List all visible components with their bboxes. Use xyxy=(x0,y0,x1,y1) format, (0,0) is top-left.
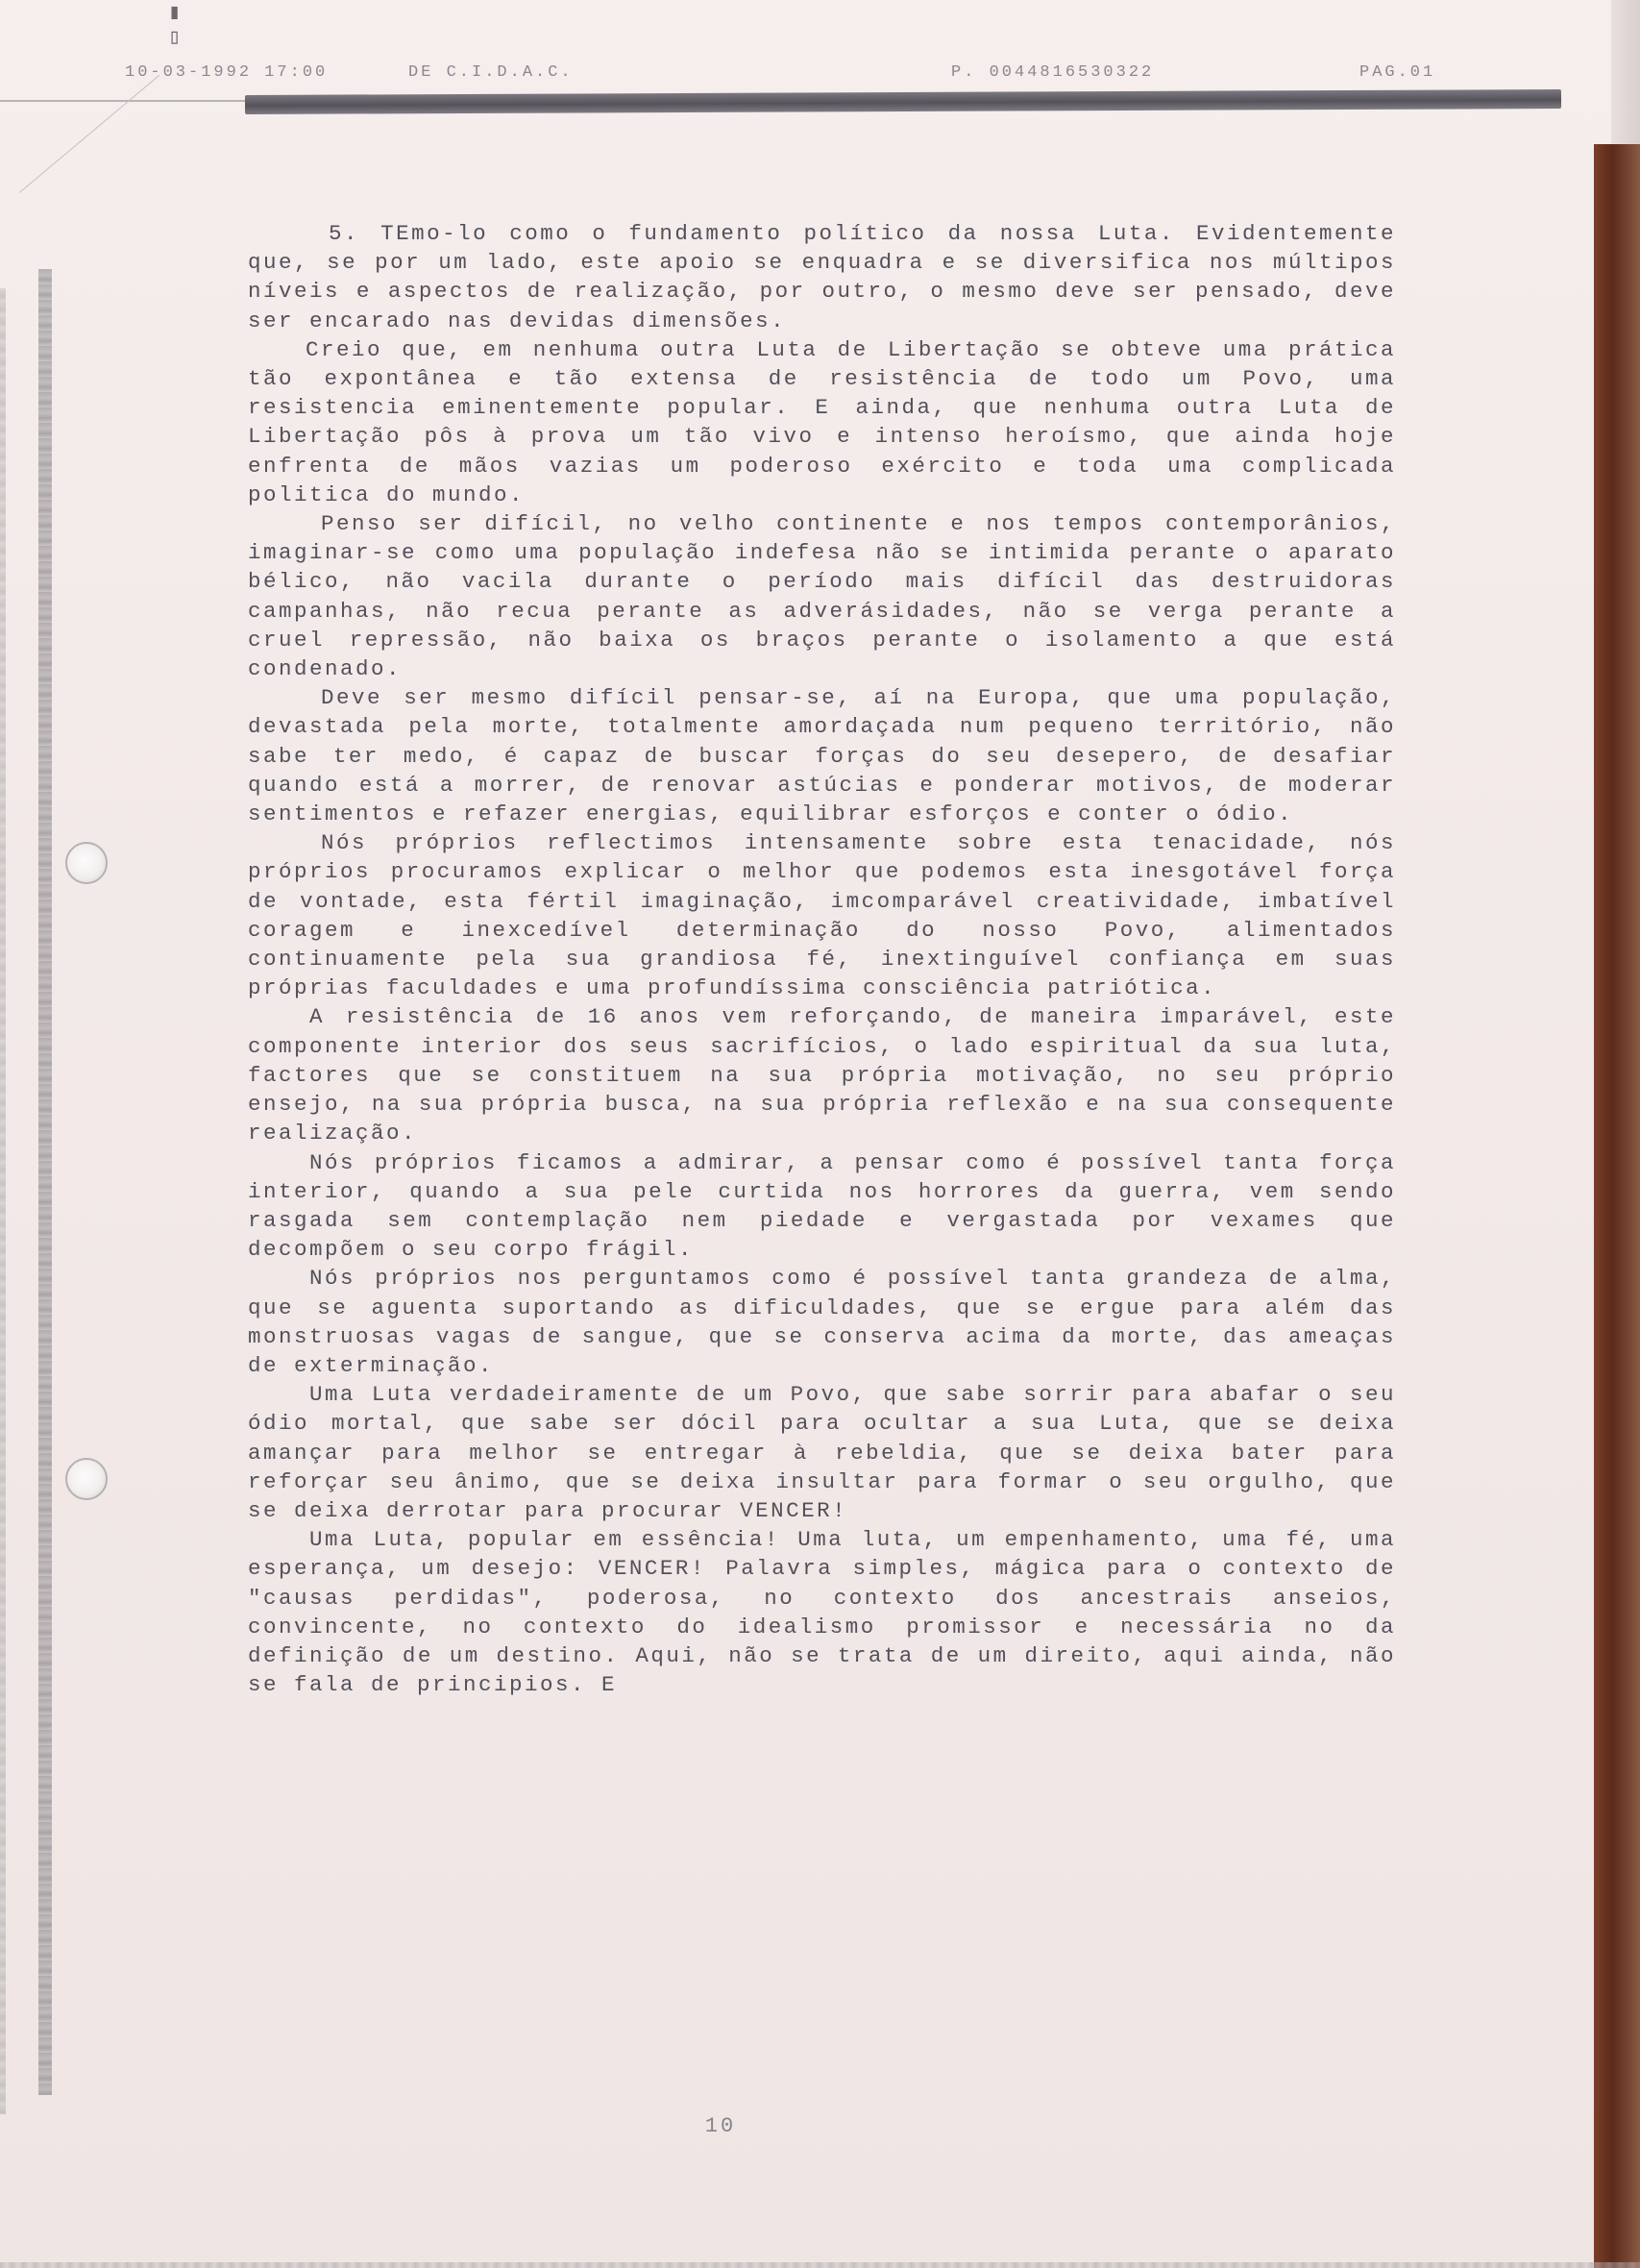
paragraph: Deve ser mesmo difícil pensar-se, aí na Europa, que uma população, devastada pela morte, totalmente amordaçada num pequeno território, não sabe ter medo, é capaz de buscar forças do seu desepero, de desafiar quando está a morrer, de renovar astúcias e ponderar motivos, de moderar sentimentos e refazer energias, equilibrar esforços e conter o ódio. xyxy=(248,685,1396,827)
fax-page: PAG.01 xyxy=(1359,63,1436,82)
fax-header xyxy=(125,63,1451,86)
paragraph: 5. TEmo-lo como o fundamento político da nossa Luta. Evidentemente que, se por um lado, este apoio se enquadra e se diversifica nos múltipos níveis e aspectos de realização, por outro, o mesmo deve ser pensado, deve ser encarado nas devidas dimensões. xyxy=(248,221,1396,333)
fax-transmission-bar xyxy=(245,89,1561,114)
page-number: 10 xyxy=(704,2114,737,2138)
paragraph: Uma Luta, popular em essência! Uma luta, um empenhamento, uma fé, uma esperança, um desejo: VENCER! Palavra simples, mágica para o contexto de "causas perdidas", poderosa, no contexto dos ancestrais anseios, convincente, no contexto do idealismo promissor e necessária no da definição de um destino. Aqui, não se trata de um direito, aqui ainda, não se fala de principios. E xyxy=(248,1527,1396,1698)
paragraph: A resistência de 16 anos vem reforçando, de maneira imparável, este componente interior dos seus sacrifícios, o lado espiritual da sua luta, factores que se constituem na sua própria motivação, no seu próprio ensejo, na sua própria busca, na sua própria reflexão e na sua consequente realização. xyxy=(248,1004,1396,1146)
fax-phone: P. 0044816530322 xyxy=(951,63,1155,82)
punch-hole-top xyxy=(65,842,108,884)
scan-edge-bottom xyxy=(0,2262,1640,2268)
paragraph: Nós próprios nos perguntamos como é possível tanta grandeza de alma, que se aguenta suportando as dificuldades, que se ergue para além das monstruosas vagas de sangue, que se conserva acima da morte, das ameaças de exterminação. xyxy=(248,1266,1396,1378)
page-edge-top-right xyxy=(1611,0,1640,144)
fax-rule-left xyxy=(0,100,245,102)
paragraph: Nós próprios ficamos a admirar, a pensar como é possível tanta força interior, quando a sua pele curtida nos horrores da guerra, vem sendo rasgada sem contemplação nem piedade e vergastada por vexames que decompõem o seu corpo frágil. xyxy=(248,1149,1396,1263)
staple-mark: ▮ ▯ xyxy=(168,1,182,50)
fax-sender: DE C.I.D.A.C. xyxy=(408,63,574,82)
binder-edge-right xyxy=(1594,144,1640,2268)
paragraph: Uma Luta verdadeiramente de um Povo, que sabe sorrir para abafar o seu ódio mortal, que sabe ser dócil para ocultar a sua Luta, que se deixa amançar para melhor se entregar à rebeldia, que se deixa bater para reforçar seu ânimo, que se deixa insultar para formar o seu orgulho, que se deixa derrotar para procurar VENCER! xyxy=(248,1382,1396,1523)
scan-edge-left xyxy=(38,269,52,2095)
paragraph: Nós próprios reflectimos intensamente sobre esta tenacidade, nós próprios procuramos explicar o melhor que podemos esta inesgotável força de vontade, esta fértil imaginação, imcomparável creatividade, imbatível coragem e inexcedível determinação do nosso Povo, alimentados continuamente pela sua grandiosa fé, inextinguível confiança em suas próprias faculdades e uma profundíssima consciência patriótica. xyxy=(248,830,1396,1001)
paragraph: Creio que, em nenhuma outra Luta de Libertação se obteve uma prática tão expontânea e tão extensa de resistência de todo um Povo, uma resistencia eminentemente popular. E ainda, que nenhuma outra Luta de Libertação pôs à prova um tão vivo e intenso heroísmo, que ainda hoje enfrenta de mãos vazias um poderoso exército e toda uma complicada politica do mundo. xyxy=(248,336,1396,507)
paragraph: Penso ser difícil, no velho continente e nos tempos contemporânios, imaginar-se como uma população indefesa não se intimida perante o aparato bélico, não vacila durante o período mais difícil das destruidoras campanhas, não recua perante as adverásidades, não se verga perante a cruel repressão, não baixa os braços perante o isolamento a que está condenado. xyxy=(248,511,1396,682)
punch-hole-bottom xyxy=(65,1458,108,1500)
scan-edge-left-outer xyxy=(0,288,6,2114)
fold-line xyxy=(19,75,159,193)
document-body xyxy=(248,219,1396,1699)
fax-datetime: 10-03-1992 17:00 xyxy=(125,63,329,82)
